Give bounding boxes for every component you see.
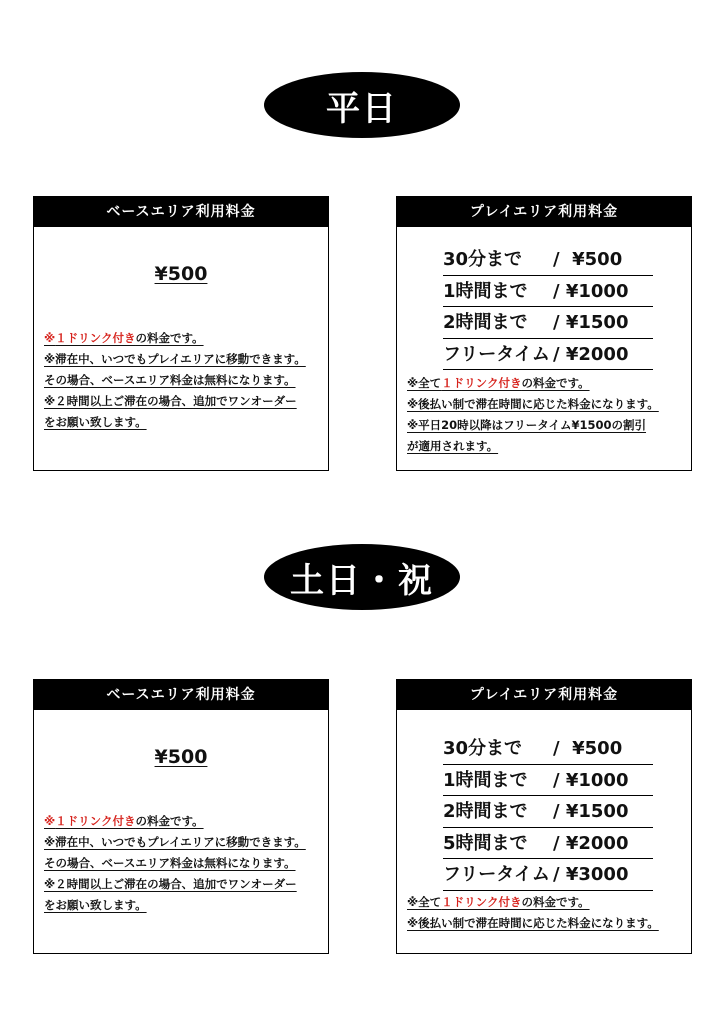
weekday-play-area-card (396, 196, 692, 471)
weekend-base-notes (44, 811, 322, 916)
weekday-play-note-postpay: ※後払い制で滞在時間に応じた料金になります。 (407, 397, 659, 411)
weekend-base-note-move: ※滞在中、いつでもプレイエリアに移動できます。 (44, 835, 306, 849)
price-row: フリータイム / ¥2000 (443, 339, 653, 371)
weekday-base-price: ¥500 (154, 263, 208, 285)
weekend-play-note-postpay: ※後払い制で滞在時間に応じた料金になります。 (407, 916, 659, 930)
weekday-base-note-move: ※滞在中、いつでもプレイエリアに移動できます。 (44, 352, 306, 366)
weekday-base-note-order: ※２時間以上ご滞在の場合、追加でワンオーダー (44, 394, 297, 408)
weekend-base-note-order: ※２時間以上ご滞在の場合、追加でワンオーダー (44, 877, 297, 891)
weekday-play-note-discount-cont: が適用されます。 (407, 439, 499, 453)
price-row: 5時間まで / ¥2000 (443, 828, 653, 860)
price-row: 1時間まで / ¥1000 (443, 765, 653, 797)
weekend-base-note-order-cont: をお願い致します。 (44, 898, 147, 912)
weekend-base-note-drink: ※１ドリンク付きの料金です。 (44, 814, 204, 828)
weekend-play-note-drink: ※全て１ドリンク付きの料金です。 (407, 895, 590, 909)
weekend-heading-text: 土日・祝 (290, 560, 434, 601)
price-row: 2時間まで / ¥1500 (443, 796, 653, 828)
price-row: フリータイム / ¥3000 (443, 859, 653, 891)
weekend-play-area-header: プレイエリア利用料金 (397, 680, 691, 710)
weekday-play-note-discount: ※平日20時以降はフリータイム¥1500の割引 (407, 418, 647, 432)
weekday-play-area-header: プレイエリア利用料金 (397, 197, 691, 227)
price-row: 2時間まで / ¥1500 (443, 307, 653, 339)
weekend-play-area-card (396, 679, 692, 954)
weekend-base-price: ¥500 (154, 746, 208, 768)
weekend-heading (264, 544, 460, 610)
price-row: 30分まで / ¥500 (443, 733, 653, 765)
weekday-base-note-order-cont: をお願い致します。 (44, 415, 147, 429)
weekday-base-note-free: その場合、ベースエリア料金は無料になります。 (44, 373, 296, 387)
weekend-play-price-list (443, 733, 653, 891)
weekday-base-notes (44, 328, 322, 433)
weekday-base-note-drink: ※１ドリンク付きの料金です。 (44, 331, 204, 345)
weekend-base-area-header: ベースエリア利用料金 (34, 680, 328, 710)
weekday-play-notes (407, 373, 685, 457)
weekday-heading (264, 72, 460, 138)
weekday-heading-text: 平日 (326, 88, 398, 129)
weekday-play-price-list (443, 244, 653, 370)
weekday-base-area-card (33, 196, 329, 471)
price-row: 30分まで / ¥500 (443, 244, 653, 276)
weekend-base-area-card (33, 679, 329, 954)
weekday-base-area-header: ベースエリア利用料金 (34, 197, 328, 227)
weekend-base-note-free: その場合、ベースエリア料金は無料になります。 (44, 856, 296, 870)
weekday-play-note-drink: ※全て１ドリンク付きの料金です。 (407, 376, 590, 390)
weekend-play-notes (407, 892, 685, 934)
price-row: 1時間まで / ¥1000 (443, 276, 653, 308)
